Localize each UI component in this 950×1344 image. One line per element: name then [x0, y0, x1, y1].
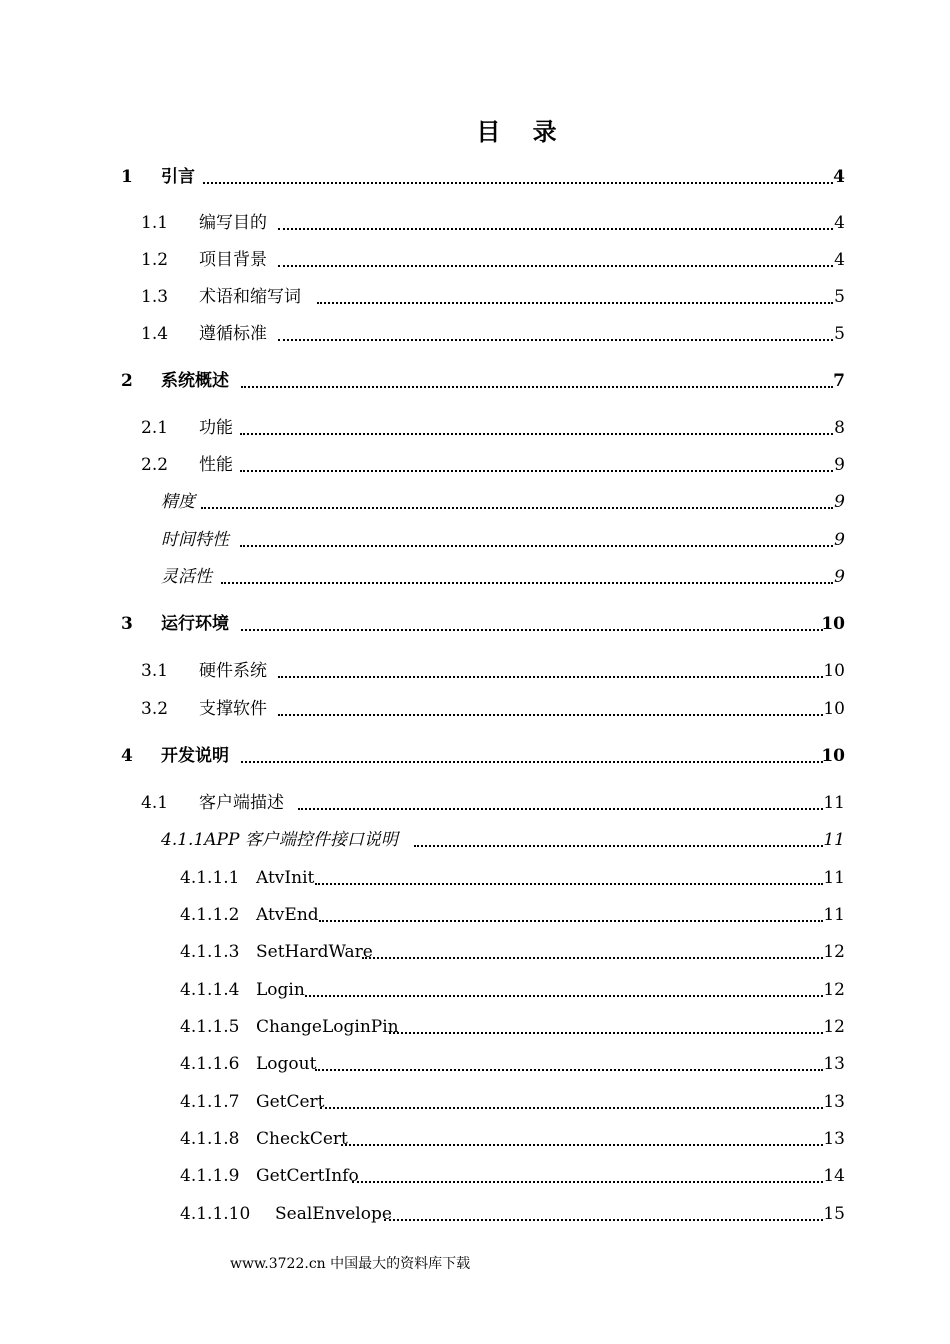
- toc-number: 3.2: [141, 699, 169, 719]
- toc-entry[interactable]: [0, 1015, 950, 1039]
- toc-entry[interactable]: [0, 1090, 950, 1114]
- toc-text: 引言: [161, 167, 195, 187]
- toc-leader: [278, 228, 833, 230]
- toc-page: 14: [823, 1166, 845, 1186]
- toc-page: 10: [823, 661, 845, 681]
- toc-leader: [203, 182, 833, 184]
- toc-text: 项目背景: [199, 250, 267, 270]
- toc-leader: [278, 339, 833, 341]
- toc-entry[interactable]: [0, 490, 950, 514]
- toc-entry[interactable]: [0, 165, 950, 189]
- toc-leader: [362, 957, 823, 959]
- toc-number: 4.1.1.1: [180, 868, 240, 888]
- toc-entry[interactable]: [0, 528, 950, 552]
- toc-page: 4: [833, 167, 845, 187]
- toc-text: 精度: [161, 492, 195, 512]
- toc-page: 4: [834, 213, 845, 233]
- toc-page: 11: [823, 868, 845, 888]
- toc-entry[interactable]: [0, 453, 950, 477]
- toc-page: 7: [833, 371, 845, 391]
- toc-entry[interactable]: [0, 866, 950, 890]
- toc-text: CheckCert: [256, 1129, 348, 1149]
- toc-number: 4.1.1.7: [180, 1092, 240, 1112]
- toc-text: AtvEnd: [256, 905, 319, 925]
- toc-entry[interactable]: [0, 940, 950, 964]
- toc-text: 术语和缩写词: [199, 287, 301, 307]
- toc-number: 2.1: [141, 418, 169, 438]
- toc-number: 1.1: [141, 213, 169, 233]
- toc-page: 10: [821, 746, 845, 766]
- toc-number: 4.1.1.9: [180, 1166, 240, 1186]
- toc-leader: [305, 995, 823, 997]
- toc-text: 时间特性: [161, 530, 229, 550]
- toc-leader: [414, 845, 823, 847]
- toc-text: 4.1.1APP 客户端控件接口说明: [161, 830, 398, 850]
- toc-text: 灵活性: [161, 567, 212, 587]
- toc-page: 9: [834, 455, 845, 475]
- toc-page: 12: [823, 980, 845, 1000]
- toc-page: 11: [823, 905, 845, 925]
- toc-entry[interactable]: [0, 978, 950, 1002]
- toc-page: 12: [823, 942, 845, 962]
- toc-page: 8: [834, 418, 845, 438]
- toc-text: GetCert: [256, 1092, 325, 1112]
- toc-entry[interactable]: [0, 744, 950, 768]
- toc-title: 目 录: [476, 117, 569, 146]
- toc-text: GetCertInfo: [256, 1166, 359, 1186]
- toc-entry[interactable]: [0, 791, 950, 815]
- toc-number: 4.1.1.3: [180, 942, 240, 962]
- toc-page: 9: [834, 567, 845, 587]
- toc-leader: [240, 470, 833, 472]
- toc-leader: [201, 507, 833, 509]
- toc-text: Logout: [256, 1054, 317, 1074]
- toc-text: 硬件系统: [199, 661, 267, 681]
- toc-entry[interactable]: [0, 322, 950, 346]
- toc-leader: [352, 1181, 823, 1183]
- toc-leader: [278, 265, 833, 267]
- toc-leader: [241, 629, 823, 631]
- toc-number: 3: [121, 614, 133, 634]
- toc-page: 4: [834, 250, 845, 270]
- toc-page: 13: [823, 1092, 845, 1112]
- toc-page: 9: [834, 492, 845, 512]
- toc-number: 4.1.1.4: [180, 980, 240, 1000]
- toc-entry[interactable]: [0, 285, 950, 309]
- toc-leader: [240, 433, 833, 435]
- toc-entry[interactable]: [0, 659, 950, 683]
- toc-leader: [241, 386, 833, 388]
- toc-text: 客户端描述: [199, 793, 284, 813]
- toc-entry[interactable]: [0, 211, 950, 235]
- toc-text: 系统概述: [161, 371, 229, 391]
- toc-page: 11: [823, 793, 845, 813]
- toc-text: Login: [256, 980, 305, 1000]
- toc-number: 1.2: [141, 250, 169, 270]
- toc-number: 4.1.1.5: [180, 1017, 240, 1037]
- toc-page: 10: [821, 614, 845, 634]
- toc-text: 运行环境: [161, 614, 229, 634]
- toc-entry[interactable]: [0, 369, 950, 393]
- toc-text: SetHardWare: [256, 942, 373, 962]
- toc-leader: [315, 1069, 823, 1071]
- toc-leader: [298, 808, 823, 810]
- toc-entry[interactable]: [0, 1164, 950, 1188]
- toc-text: 性能: [199, 455, 233, 475]
- toc-leader: [384, 1219, 823, 1221]
- toc-entry[interactable]: [0, 612, 950, 636]
- toc-page: 11: [823, 830, 845, 850]
- toc-leader: [341, 1144, 823, 1146]
- toc-entry[interactable]: [0, 1052, 950, 1076]
- toc-page: 13: [823, 1129, 845, 1149]
- toc-leader: [319, 920, 823, 922]
- toc-leader: [241, 761, 823, 763]
- toc-entry[interactable]: [0, 248, 950, 272]
- toc-number: 4.1.1.10: [180, 1204, 251, 1224]
- toc-number: 1: [121, 167, 133, 187]
- toc-entry[interactable]: [0, 1202, 950, 1226]
- toc-number: 4.1.1.8: [180, 1129, 240, 1149]
- toc-text: SealEnvelope: [275, 1204, 392, 1224]
- toc-text: ChangeLoginPin: [256, 1017, 399, 1037]
- toc-number: 1.4: [141, 324, 169, 344]
- toc-page: 9: [834, 530, 845, 550]
- toc-number: 4.1.1.6: [180, 1054, 240, 1074]
- toc-page: 5: [834, 324, 845, 344]
- toc-entry[interactable]: [0, 565, 950, 589]
- toc-page: 15: [823, 1204, 845, 1224]
- toc-entry[interactable]: [0, 1127, 950, 1151]
- toc-page: 13: [823, 1054, 845, 1074]
- toc-leader: [278, 714, 823, 716]
- toc-leader: [240, 545, 833, 547]
- toc-number: 2.2: [141, 455, 169, 475]
- toc-leader: [389, 1032, 823, 1034]
- toc-text: 开发说明: [161, 746, 229, 766]
- toc-page: 12: [823, 1017, 845, 1037]
- toc-text: 支撑软件: [199, 699, 267, 719]
- toc-number: 3.1: [141, 661, 169, 681]
- toc-entry[interactable]: [0, 828, 950, 852]
- toc-leader: [320, 1107, 823, 1109]
- toc-entry[interactable]: [0, 416, 950, 440]
- toc-entry[interactable]: [0, 697, 950, 721]
- toc-number: 4.1: [141, 793, 169, 813]
- toc-text: 编写目的: [199, 213, 267, 233]
- toc-text: AtvInit: [256, 868, 315, 888]
- toc-leader: [315, 883, 823, 885]
- toc-number: 4.1.1.2: [180, 905, 240, 925]
- toc-leader: [221, 582, 833, 584]
- page-footer: www.3722.cn 中国最大的资料库下载: [230, 1256, 471, 1272]
- toc-entry[interactable]: [0, 903, 950, 927]
- toc-number: 1.3: [141, 287, 169, 307]
- toc-page: 10: [823, 699, 845, 719]
- toc-number: 2: [121, 371, 133, 391]
- toc-page: 5: [834, 287, 845, 307]
- toc-leader: [278, 676, 823, 678]
- toc-leader: [317, 302, 833, 304]
- toc-text: 遵循标准: [199, 324, 267, 344]
- toc-number: 4: [121, 746, 133, 766]
- toc-text: 功能: [199, 418, 233, 438]
